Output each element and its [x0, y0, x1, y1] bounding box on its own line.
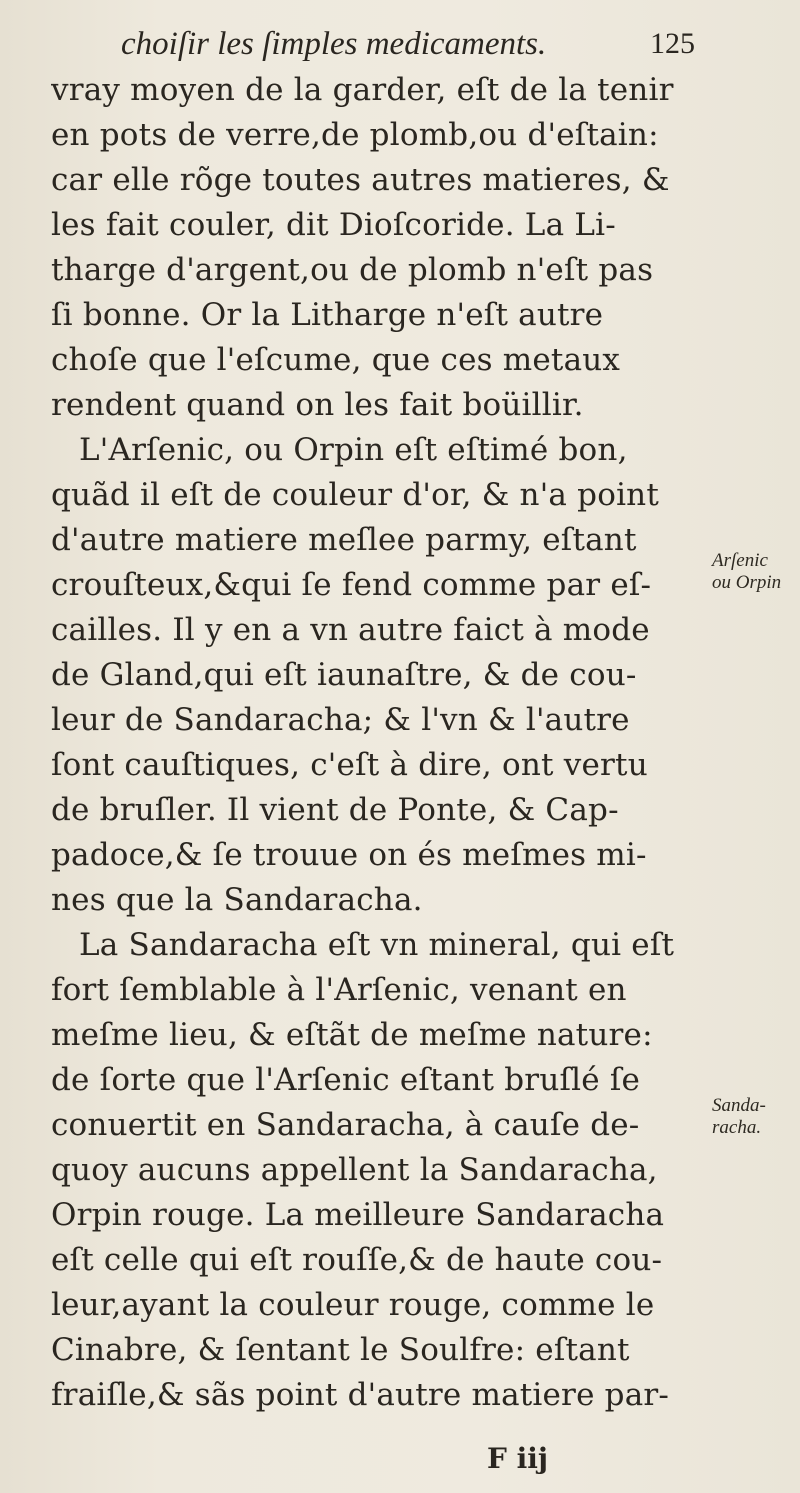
margin-note-sandaracha: [712, 1095, 796, 1139]
text-line: ſont cauſtiques, c'eſt à dire, ont vertu: [51, 747, 648, 783]
page-number: 125: [650, 27, 695, 60]
text-line: La Sandaracha eſt vn mineral, qui eſt: [79, 927, 675, 963]
text-line: vray moyen de la garder, eſt de la tenir: [51, 72, 674, 108]
text-line: de ſorte que l'Arſenic eſtant bruſlé ſe: [51, 1062, 641, 1098]
text-line: quãd il eſt de couleur d'or, & n'a point: [51, 477, 660, 513]
text-line: crouſteux,&qui ſe fend comme par eſ-: [51, 567, 652, 603]
text-line: conuertit en Sandaracha, à cauſe de-: [51, 1107, 640, 1143]
text-line: L'Arſenic, ou Orpin eſt eſtimé bon,: [79, 432, 628, 468]
text-line: eſt celle qui eſt rouſſe,& de haute cou-: [51, 1242, 663, 1278]
text-line: Cinabre, & ſentant le Soulfre: eſtant: [51, 1332, 630, 1368]
margin-note-line: racha.: [712, 1117, 762, 1138]
margin-note-line: Arſenic: [712, 550, 768, 571]
page-header: [115, 20, 695, 68]
text-line: choſe que l'eſcume, que ces metaux: [51, 342, 621, 378]
text-line: fort ſemblable à l'Arſenic, venant en: [51, 972, 627, 1008]
margin-note-arsenic: [712, 550, 796, 594]
text-line: Orpin rouge. La meilleure Sandaracha: [51, 1197, 665, 1233]
text-line: les fait couler, dit Dioſcoride. La Li-: [51, 207, 616, 243]
text-line: fraiſle,& sãs point d'autre matiere par-: [51, 1377, 670, 1413]
text-line: quoy aucuns appellent la Sandaracha,: [51, 1152, 658, 1188]
text-line: cailles. Il y en a vn autre faict à mode: [51, 612, 650, 648]
text-line: rendent quand on les fait boüillir.: [51, 387, 584, 423]
text-line: leur de Sandaracha; & l'vn & l'autre: [51, 702, 630, 738]
text-line: en pots de verre,de plomb,ou d'eſtain:: [51, 117, 659, 153]
text-line: padoce,& ſe trouue on és meſmes mi-: [51, 837, 647, 873]
text-line: de bruſler. Il vient de Ponte, & Cap-: [51, 792, 619, 828]
running-title: choiſir les ſimples medicaments.: [121, 26, 547, 62]
margin-note-line: Sanda-: [712, 1095, 766, 1116]
text-line: ſi bonne. Or la Litharge n'eſt autre: [51, 297, 604, 333]
text-line: car elle rõge toutes autres matieres, &: [51, 162, 670, 198]
text-line: d'autre matiere meſlee parmy, eſtant: [51, 522, 637, 558]
text-line: tharge d'argent,ou de plomb n'eſt pas: [51, 252, 654, 288]
signature-mark: F iij: [487, 1442, 549, 1475]
text-line: leur,ayant la couleur rouge, comme le: [51, 1287, 655, 1323]
body-text: [51, 68, 711, 1418]
text-line: meſme lieu, & eſtãt de meſme nature:: [51, 1017, 653, 1053]
text-line: nes que la Sandaracha.: [51, 882, 423, 918]
margin-note-line: ou Orpin: [712, 572, 782, 593]
text-line: de Gland,qui eſt iaunaſtre, & de cou-: [51, 657, 637, 693]
